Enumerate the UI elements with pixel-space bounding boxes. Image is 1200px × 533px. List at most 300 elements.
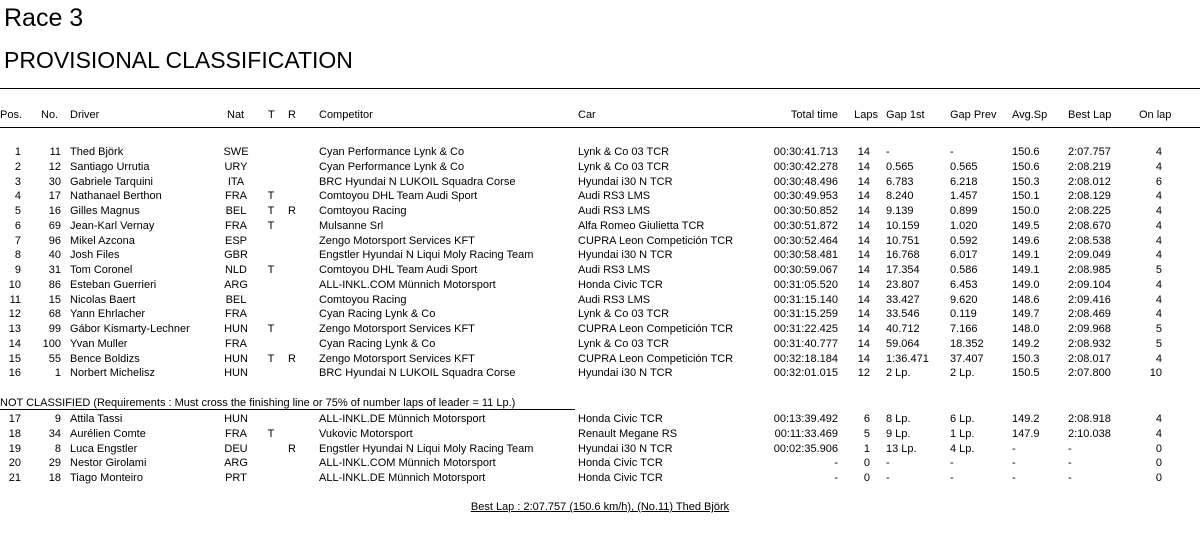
cell-driver: Aurélien Comte bbox=[70, 427, 146, 440]
cell-t: T bbox=[267, 205, 275, 217]
cell-t: T bbox=[267, 219, 275, 232]
cell-total-time: 00:02:35.906 bbox=[773, 442, 838, 455]
cell-gap-prev: 37.407 bbox=[950, 352, 984, 365]
cell-competitor: Cyan Performance Lynk & Co bbox=[319, 160, 465, 173]
cell-total-time: 00:30:49.953 bbox=[773, 190, 838, 203]
cell-driver: Josh Files bbox=[70, 249, 120, 262]
table-row bbox=[0, 427, 1200, 442]
cell-laps: 14 bbox=[857, 219, 870, 232]
cell-pos: 20 bbox=[8, 457, 21, 470]
cell-driver: Luca Engstler bbox=[70, 442, 138, 455]
cell-gap-prev: 9.620 bbox=[950, 293, 978, 306]
cell-best-lap: 2:09.968 bbox=[1068, 323, 1111, 335]
cell-no: 69 bbox=[48, 219, 61, 232]
cell-gap-prev: 1.020 bbox=[950, 219, 978, 232]
cell-best-lap: 2:08.129 bbox=[1068, 190, 1111, 203]
cell-car: Audi RS3 LMS bbox=[578, 264, 651, 276]
cell-on-lap: 4 bbox=[1155, 352, 1162, 365]
cell-car: Hyundai i30 N TCR bbox=[578, 249, 673, 262]
cell-avg-speed: 147.9 bbox=[1012, 427, 1040, 440]
cell-on-lap: 4 bbox=[1155, 160, 1162, 173]
cell-gap-1st: 9.139 bbox=[886, 205, 914, 217]
cell-pos: 9 bbox=[14, 264, 21, 276]
cell-total-time: 00:31:15.259 bbox=[773, 308, 838, 321]
table-row bbox=[0, 337, 1200, 352]
cell-competitor: Vukovic Motorsport bbox=[319, 427, 413, 440]
cell-gap-1st: 1:36.471 bbox=[886, 352, 929, 365]
cell-total-time: 00:31:05.520 bbox=[773, 278, 838, 291]
cell-gap-1st: 13 Lp. bbox=[886, 442, 917, 455]
cell-nat: DEU bbox=[224, 442, 248, 455]
not-classified-underline bbox=[0, 409, 575, 410]
table-row bbox=[0, 263, 1200, 278]
cell-on-lap: 0 bbox=[1155, 457, 1162, 470]
header-car: Car bbox=[578, 109, 596, 121]
cell-competitor: Mulsanne Srl bbox=[319, 219, 384, 232]
cell-avg-speed: 149.1 bbox=[1012, 264, 1040, 276]
cell-total-time: 00:32:01.015 bbox=[773, 367, 838, 380]
cell-competitor: Cyan Racing Lynk & Co bbox=[319, 308, 436, 321]
cell-best-lap: 2:08.017 bbox=[1068, 352, 1111, 365]
cell-nat: GBR bbox=[224, 249, 248, 262]
race-title: Race 3 bbox=[4, 4, 84, 32]
table-row bbox=[0, 145, 1200, 160]
cell-gap-prev: 18.352 bbox=[950, 337, 984, 350]
cell-driver: Santiago Urrutia bbox=[70, 160, 150, 173]
cell-nat: FRA bbox=[225, 427, 247, 440]
cell-laps: 14 bbox=[857, 308, 870, 321]
cell-gap-1st: 6.783 bbox=[886, 175, 914, 188]
cell-r: R bbox=[288, 442, 296, 455]
header-divider bbox=[0, 127, 1200, 128]
cell-best-lap: 2:09.049 bbox=[1068, 249, 1111, 262]
header-competitor: Competitor bbox=[319, 109, 373, 121]
cell-no: 11 bbox=[49, 146, 61, 158]
table-row bbox=[0, 352, 1200, 367]
cell-pos: 11 bbox=[9, 293, 21, 306]
header-driver: Driver bbox=[70, 109, 100, 121]
cell-best-lap: 2:08.469 bbox=[1068, 308, 1111, 321]
page-subtitle: PROVISIONAL CLASSIFICATION bbox=[4, 47, 353, 73]
cell-t: T bbox=[267, 264, 275, 276]
cell-avg-speed: - bbox=[1012, 442, 1016, 455]
cell-total-time: 00:30:41.713 bbox=[773, 146, 838, 158]
cell-competitor: Cyan Racing Lynk & Co bbox=[319, 337, 436, 350]
cell-nat: NLD bbox=[224, 264, 247, 276]
cell-avg-speed: - bbox=[1012, 472, 1016, 484]
cell-gap-1st: 17.354 bbox=[886, 264, 920, 276]
cell-on-lap: 5 bbox=[1155, 323, 1162, 335]
cell-t: T bbox=[267, 323, 275, 335]
cell-driver: Gábor Kismarty-Lechner bbox=[70, 323, 190, 335]
cell-nat: ESP bbox=[224, 234, 247, 247]
cell-gap-prev: 0.119 bbox=[950, 308, 977, 321]
table-row bbox=[0, 471, 1200, 486]
table-row bbox=[0, 456, 1200, 471]
cell-driver: Yvan Muller bbox=[70, 337, 128, 350]
cell-avg-speed: 149.7 bbox=[1012, 308, 1040, 321]
cell-on-lap: 5 bbox=[1155, 264, 1162, 276]
cell-gap-1st: 16.768 bbox=[886, 249, 920, 262]
cell-total-time: 00:30:52.464 bbox=[773, 234, 838, 247]
cell-best-lap: 2:09.416 bbox=[1068, 293, 1111, 306]
cell-total-time: 00:30:58.481 bbox=[773, 249, 838, 262]
cell-pos: 5 bbox=[14, 205, 21, 217]
cell-competitor: BRC Hyundai N LUKOIL Squadra Corse bbox=[319, 175, 516, 188]
cell-on-lap: 6 bbox=[1155, 175, 1162, 188]
table-row bbox=[0, 442, 1200, 457]
cell-avg-speed: 150.0 bbox=[1012, 205, 1040, 217]
cell-car: Lynk & Co 03 TCR bbox=[578, 146, 670, 158]
table-row bbox=[0, 204, 1200, 219]
cell-avg-speed: 150.3 bbox=[1012, 352, 1040, 365]
cell-nat: FRA bbox=[225, 337, 247, 350]
cell-gap-prev: 6 Lp. bbox=[950, 413, 975, 425]
cell-competitor: ALL-INKL.COM Münnich Motorsport bbox=[319, 278, 496, 291]
cell-best-lap: 2:08.219 bbox=[1068, 160, 1111, 173]
cell-pos: 17 bbox=[8, 413, 21, 425]
cell-total-time: 00:30:42.278 bbox=[773, 160, 838, 173]
cell-pos: 3 bbox=[14, 175, 21, 188]
cell-driver: Nestor Girolami bbox=[70, 457, 147, 470]
cell-car: CUPRA Leon Competición TCR bbox=[578, 352, 734, 365]
cell-avg-speed: 149.1 bbox=[1012, 249, 1040, 262]
cell-pos: 6 bbox=[14, 219, 21, 232]
cell-gap-1st: 10.751 bbox=[886, 234, 920, 247]
cell-best-lap: 2:07.800 bbox=[1068, 367, 1111, 380]
cell-driver: Yann Ehrlacher bbox=[70, 308, 146, 321]
cell-gap-prev: 1.457 bbox=[950, 190, 978, 203]
cell-total-time: - bbox=[834, 472, 838, 484]
table-row bbox=[0, 160, 1200, 175]
cell-gap-1st: 40.712 bbox=[886, 323, 920, 335]
cell-best-lap: 2:08.225 bbox=[1068, 205, 1111, 217]
cell-on-lap: 0 bbox=[1155, 442, 1162, 455]
cell-driver: Tiago Monteiro bbox=[70, 472, 143, 484]
cell-avg-speed: 148.6 bbox=[1012, 293, 1040, 306]
cell-competitor: BRC Hyundai N LUKOIL Squadra Corse bbox=[319, 367, 516, 380]
cell-driver: Esteban Guerrieri bbox=[70, 278, 157, 291]
cell-on-lap: 4 bbox=[1155, 219, 1162, 232]
cell-avg-speed: 150.6 bbox=[1012, 146, 1040, 158]
title-divider bbox=[0, 88, 1200, 89]
cell-nat: BEL bbox=[225, 293, 247, 306]
cell-gap-prev: 6.453 bbox=[950, 278, 978, 291]
cell-gap-1st: - bbox=[886, 146, 890, 158]
cell-pos: 12 bbox=[8, 308, 21, 321]
cell-total-time: 00:32:18.184 bbox=[773, 352, 838, 365]
cell-car: Hyundai i30 N TCR bbox=[578, 175, 673, 188]
cell-pos: 10 bbox=[8, 278, 21, 291]
cell-laps: 14 bbox=[857, 293, 870, 306]
cell-pos: 4 bbox=[14, 190, 21, 203]
cell-nat: ITA bbox=[227, 175, 245, 188]
cell-competitor: Zengo Motorsport Services KFT bbox=[319, 234, 475, 247]
cell-gap-prev: 7.166 bbox=[950, 323, 978, 335]
cell-pos: 13 bbox=[8, 323, 21, 335]
cell-laps: 5 bbox=[863, 427, 870, 440]
cell-nat: HUN bbox=[224, 367, 248, 380]
cell-nat: BEL bbox=[225, 205, 247, 217]
cell-laps: 14 bbox=[857, 160, 870, 173]
cell-car: Hyundai i30 N TCR bbox=[578, 442, 673, 455]
header-pos: Pos. bbox=[0, 109, 23, 121]
table-row bbox=[0, 189, 1200, 204]
cell-t: T bbox=[267, 352, 275, 365]
cell-on-lap: 10 bbox=[1149, 367, 1162, 380]
cell-driver: Mikel Azcona bbox=[70, 234, 135, 247]
cell-gap-1st: 8 Lp. bbox=[886, 413, 911, 425]
cell-competitor: Zengo Motorsport Services KFT bbox=[319, 352, 475, 365]
cell-driver: Jean-Karl Vernay bbox=[70, 219, 155, 232]
cell-avg-speed: 149.5 bbox=[1012, 219, 1040, 232]
cell-laps: 14 bbox=[857, 146, 870, 158]
cell-car: Lynk & Co 03 TCR bbox=[578, 337, 670, 350]
header-total-time: Total time bbox=[790, 109, 838, 121]
cell-best-lap: 2:09.104 bbox=[1068, 278, 1111, 291]
cell-no: 99 bbox=[48, 323, 61, 335]
cell-laps: 14 bbox=[857, 205, 870, 217]
cell-best-lap: 2:10.038 bbox=[1068, 427, 1111, 440]
cell-no: 68 bbox=[48, 308, 61, 321]
cell-best-lap: 2:08.932 bbox=[1068, 337, 1111, 350]
cell-laps: 14 bbox=[857, 278, 870, 291]
cell-pos: 2 bbox=[14, 160, 21, 173]
cell-avg-speed: 150.5 bbox=[1012, 367, 1040, 380]
cell-laps: 0 bbox=[863, 472, 870, 484]
cell-pos: 18 bbox=[8, 427, 21, 440]
cell-avg-speed: 148.0 bbox=[1012, 323, 1040, 335]
cell-gap-1st: 23.807 bbox=[886, 278, 920, 291]
cell-car: Lynk & Co 03 TCR bbox=[578, 308, 670, 321]
cell-driver: Attila Tassi bbox=[70, 413, 123, 425]
cell-best-lap: 2:08.538 bbox=[1068, 234, 1111, 247]
cell-total-time: 00:30:48.496 bbox=[773, 175, 838, 188]
cell-gap-1st: 9 Lp. bbox=[886, 427, 911, 440]
cell-no: 34 bbox=[48, 427, 61, 440]
cell-laps: 14 bbox=[857, 337, 870, 350]
cell-no: 86 bbox=[48, 278, 61, 291]
cell-gap-prev: 6.218 bbox=[950, 175, 978, 188]
cell-nat: ARG bbox=[224, 457, 248, 470]
cell-laps: 0 bbox=[863, 457, 870, 470]
cell-no: 40 bbox=[48, 249, 61, 262]
cell-on-lap: 4 bbox=[1155, 146, 1162, 158]
cell-avg-speed: 150.3 bbox=[1012, 175, 1040, 188]
cell-laps: 1 bbox=[863, 442, 870, 455]
cell-gap-prev: 0.592 bbox=[950, 234, 978, 247]
cell-driver: Bence Boldizs bbox=[70, 352, 140, 365]
header-laps: Laps bbox=[854, 109, 878, 121]
cell-pos: 15 bbox=[8, 352, 21, 365]
cell-competitor: Comtoyou Racing bbox=[319, 293, 407, 306]
cell-laps: 14 bbox=[857, 249, 870, 262]
cell-nat: HUN bbox=[224, 323, 248, 335]
cell-on-lap: 4 bbox=[1155, 308, 1162, 321]
cell-gap-1st: 33.427 bbox=[886, 293, 920, 306]
cell-total-time: 00:31:22.425 bbox=[773, 323, 838, 335]
cell-total-time: 00:11:33.469 bbox=[774, 427, 838, 440]
cell-laps: 14 bbox=[857, 175, 870, 188]
header-r: R bbox=[288, 109, 296, 121]
cell-laps: 14 bbox=[857, 234, 870, 247]
cell-laps: 14 bbox=[857, 264, 870, 276]
cell-competitor: ALL-INKL.DE Münnich Motorsport bbox=[319, 413, 486, 425]
cell-competitor: Cyan Performance Lynk & Co bbox=[319, 146, 465, 158]
cell-avg-speed: 149.0 bbox=[1012, 278, 1040, 291]
table-row bbox=[0, 219, 1200, 234]
cell-driver: Tom Coronel bbox=[70, 264, 133, 276]
cell-gap-prev: 0.899 bbox=[950, 205, 978, 217]
cell-driver: Nicolas Baert bbox=[70, 293, 136, 306]
cell-gap-prev: 0.565 bbox=[950, 160, 978, 173]
cell-total-time: 00:31:15.140 bbox=[773, 293, 838, 306]
cell-car: Honda Civic TCR bbox=[578, 413, 663, 425]
cell-car: Alfa Romeo Giulietta TCR bbox=[578, 219, 705, 232]
cell-best-lap: 2:08.985 bbox=[1068, 264, 1111, 276]
table-row bbox=[0, 248, 1200, 263]
cell-gap-1st: 0.565 bbox=[886, 160, 914, 173]
cell-gap-prev: - bbox=[950, 457, 954, 470]
cell-on-lap: 5 bbox=[1155, 337, 1162, 350]
cell-no: 1 bbox=[54, 367, 61, 380]
cell-no: 12 bbox=[48, 160, 61, 173]
cell-no: 96 bbox=[48, 234, 61, 247]
table-row bbox=[0, 322, 1200, 337]
header-gap-prev: Gap Prev bbox=[950, 109, 997, 121]
cell-best-lap: 2:08.012 bbox=[1068, 175, 1111, 188]
cell-car: Honda Civic TCR bbox=[578, 278, 663, 291]
cell-t: T bbox=[267, 427, 275, 440]
cell-gap-1st: 59.064 bbox=[886, 337, 920, 350]
cell-nat: ARG bbox=[224, 278, 248, 291]
table-row bbox=[0, 234, 1200, 249]
cell-driver: Thed Björk bbox=[70, 146, 124, 158]
cell-gap-prev: - bbox=[950, 472, 954, 484]
cell-gap-1st: 33.546 bbox=[886, 308, 920, 321]
cell-car: Honda Civic TCR bbox=[578, 457, 663, 470]
cell-gap-1st: 10.159 bbox=[886, 219, 920, 232]
cell-pos: 7 bbox=[14, 234, 21, 247]
best-lap-text: Best Lap : 2:07.757 (150.6 km/h), (No.11) Thed Björk bbox=[470, 501, 730, 513]
cell-total-time: 00:30:51.872 bbox=[773, 219, 838, 232]
table-header bbox=[0, 108, 1200, 123]
cell-total-time: 00:13:39.492 bbox=[773, 413, 838, 425]
header-best-lap: Best Lap bbox=[1068, 109, 1112, 121]
cell-on-lap: 4 bbox=[1155, 234, 1162, 247]
cell-driver: Gabriele Tarquini bbox=[70, 175, 153, 188]
cell-nat: FRA bbox=[225, 190, 247, 203]
cell-on-lap: 4 bbox=[1155, 413, 1162, 425]
cell-best-lap: 2:08.918 bbox=[1068, 413, 1111, 425]
cell-nat: SWE bbox=[223, 146, 249, 158]
cell-no: 8 bbox=[54, 442, 61, 455]
cell-nat: URY bbox=[224, 160, 248, 173]
cell-on-lap: 0 bbox=[1155, 472, 1162, 484]
cell-total-time: - bbox=[834, 457, 838, 470]
cell-avg-speed: 150.6 bbox=[1012, 160, 1040, 173]
header-no: No. bbox=[41, 109, 59, 121]
cell-competitor: Engstler Hyundai N Liqui Moly Racing Team bbox=[319, 442, 534, 455]
cell-avg-speed: - bbox=[1012, 457, 1016, 470]
cell-best-lap: - bbox=[1068, 472, 1072, 484]
cell-laps: 6 bbox=[863, 413, 870, 425]
not-classified-title: NOT CLASSIFIED (Requirements : Must cross the finishing line or 75% of number laps of leader = 11 Lp.) bbox=[0, 397, 516, 409]
cell-nat: PRT bbox=[225, 472, 247, 484]
cell-nat: HUN bbox=[224, 352, 248, 365]
cell-gap-prev: 0.586 bbox=[950, 264, 978, 276]
cell-no: 55 bbox=[48, 352, 61, 365]
header-avg-speed: Avg.Sp bbox=[1012, 109, 1048, 121]
cell-nat: HUN bbox=[224, 413, 248, 425]
cell-competitor: Comtoyou DHL Team Audi Sport bbox=[319, 190, 478, 203]
cell-no: 30 bbox=[48, 175, 61, 188]
cell-gap-1st: - bbox=[886, 457, 890, 470]
cell-gap-1st: 8.240 bbox=[886, 190, 914, 203]
cell-t: T bbox=[267, 190, 275, 203]
cell-avg-speed: 150.1 bbox=[1012, 190, 1040, 203]
cell-competitor: ALL-INKL.COM Münnich Motorsport bbox=[319, 457, 496, 470]
cell-competitor: Comtoyou Racing bbox=[319, 205, 407, 217]
table-row bbox=[0, 278, 1200, 293]
cell-pos: 1 bbox=[14, 146, 21, 158]
cell-total-time: 00:30:50.852 bbox=[773, 205, 838, 217]
cell-no: 100 bbox=[42, 337, 61, 350]
cell-car: Audi RS3 LMS bbox=[578, 205, 651, 217]
cell-competitor: Comtoyou DHL Team Audi Sport bbox=[319, 264, 478, 276]
cell-pos: 19 bbox=[8, 442, 21, 455]
cell-best-lap: 2:07.757 bbox=[1068, 146, 1111, 158]
cell-pos: 14 bbox=[8, 337, 21, 350]
table-row bbox=[0, 366, 1200, 381]
cell-gap-prev: 1 Lp. bbox=[950, 427, 975, 440]
table-row bbox=[0, 307, 1200, 322]
cell-no: 15 bbox=[48, 293, 61, 306]
table-row bbox=[0, 293, 1200, 308]
cell-laps: 14 bbox=[857, 352, 870, 365]
header-gap-1st: Gap 1st bbox=[886, 109, 925, 121]
cell-competitor: Zengo Motorsport Services KFT bbox=[319, 323, 475, 335]
cell-no: 31 bbox=[48, 264, 61, 276]
cell-nat: FRA bbox=[225, 308, 247, 321]
cell-gap-prev: 2 Lp. bbox=[950, 367, 975, 380]
cell-avg-speed: 149.6 bbox=[1012, 234, 1040, 247]
header-t: T bbox=[268, 109, 275, 121]
cell-driver: Norbert Michelisz bbox=[70, 367, 155, 380]
cell-avg-speed: 149.2 bbox=[1012, 413, 1040, 425]
cell-no: 18 bbox=[48, 472, 61, 484]
cell-car: Renault Megane RS bbox=[578, 427, 678, 440]
cell-pos: 16 bbox=[8, 367, 21, 380]
cell-on-lap: 4 bbox=[1155, 278, 1162, 291]
cell-r: R bbox=[288, 205, 296, 217]
cell-total-time: 00:31:40.777 bbox=[773, 337, 838, 350]
cell-no: 17 bbox=[48, 190, 61, 203]
cell-pos: 21 bbox=[8, 472, 21, 484]
cell-best-lap: - bbox=[1068, 457, 1072, 470]
cell-no: 29 bbox=[48, 457, 61, 470]
cell-car: CUPRA Leon Competición TCR bbox=[578, 323, 734, 335]
cell-no: 9 bbox=[54, 413, 61, 425]
cell-car: Audi RS3 LMS bbox=[578, 293, 651, 306]
cell-gap-prev: - bbox=[950, 146, 954, 158]
cell-on-lap: 4 bbox=[1155, 249, 1162, 262]
cell-competitor: Engstler Hyundai N Liqui Moly Racing Team bbox=[319, 249, 534, 262]
cell-nat: FRA bbox=[225, 219, 247, 232]
cell-car: Hyundai i30 N TCR bbox=[578, 367, 673, 380]
cell-gap-1st: 2 Lp. bbox=[886, 367, 911, 380]
cell-on-lap: 4 bbox=[1155, 190, 1162, 203]
